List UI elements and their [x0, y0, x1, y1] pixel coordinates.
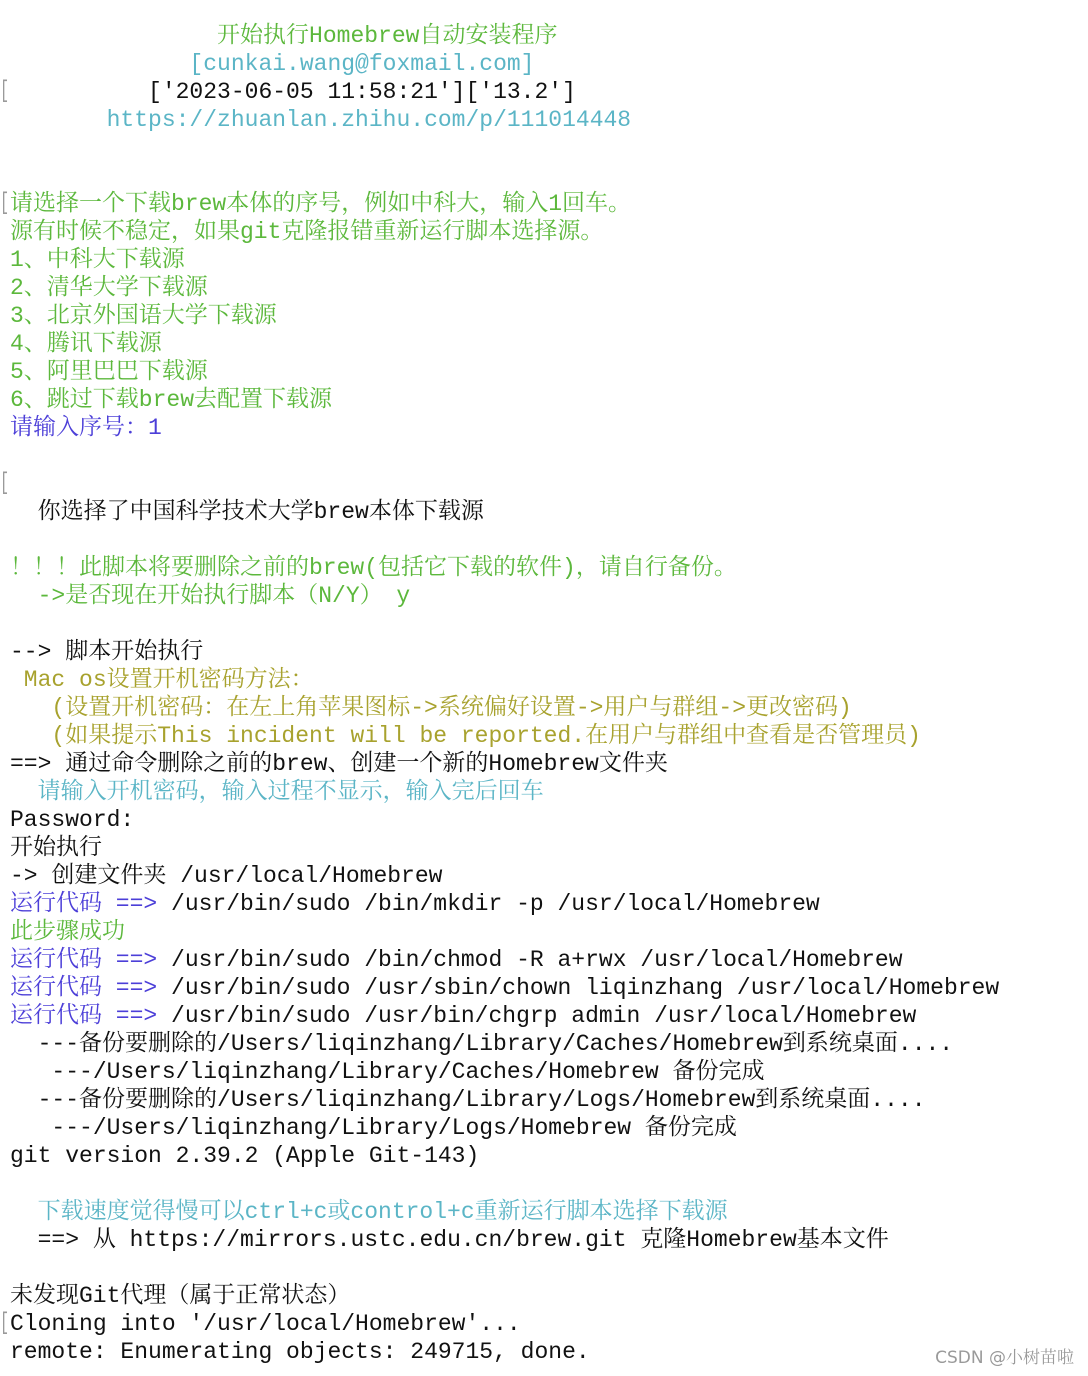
terminal-line — [10, 386, 332, 414]
terminal-text: 4、腾讯下载源 — [10, 331, 162, 357]
terminal-text: remote: Enumerating objects: 249715, done. — [10, 1339, 590, 1365]
terminal-line — [10, 1226, 889, 1254]
terminal-line — [10, 722, 921, 750]
terminal-text: 未发现Git代理（属于正常状态） — [10, 1283, 351, 1309]
terminal-text: 下载速度觉得慢可以ctrl+c或control+c重新运行脚本选择下载源 — [10, 1199, 728, 1225]
terminal-line — [10, 358, 208, 386]
terminal-text: 开始执行Homebrew自动安装程序 — [10, 23, 558, 49]
terminal-text: (设置开机密码：在左上角苹果图标->系统偏好设置->用户与群组->更改密码) — [10, 695, 852, 721]
terminal-text: 2、清华大学下载源 — [10, 275, 208, 301]
terminal-line — [10, 806, 134, 834]
cursor-mark: [ — [0, 189, 9, 217]
terminal-line — [10, 1338, 590, 1366]
terminal-text: -> 创建文件夹 /usr/local/Homebrew — [10, 863, 443, 889]
terminal-line — [10, 414, 162, 442]
terminal-text: /usr/bin/sudo /bin/mkdir -p /usr/local/Homebrew — [157, 891, 820, 917]
terminal-line — [10, 638, 203, 666]
terminal-line — [10, 22, 557, 50]
terminal-line — [10, 1142, 479, 1170]
terminal-text: 1、中科大下载源 — [10, 247, 185, 273]
terminal-line — [10, 50, 535, 78]
terminal-text: ->是否现在开始执行脚本（N/Y） y — [10, 583, 411, 609]
terminal-line — [10, 666, 314, 694]
terminal-line — [10, 1086, 926, 1114]
terminal-line — [10, 834, 102, 862]
terminal-text: 请输入序号：1 — [10, 415, 162, 441]
terminal-line — [10, 1058, 765, 1086]
terminal-text: ==> 通过命令删除之前的brew、创建一个新的Homebrew文件夹 — [10, 751, 668, 777]
terminal-text: 运行代码 ==> — [10, 947, 158, 973]
terminal-line — [10, 890, 820, 918]
terminal-text: 请输入开机密码，输入过程不显示，输入完后回车 — [10, 779, 544, 805]
terminal-line — [10, 1282, 350, 1310]
terminal-text: ['2023-06-05 11:58:21']['13.2'] — [10, 79, 576, 105]
terminal-text: 你选择了中国科学技术大学brew本体下载源 — [10, 499, 484, 525]
cursor-mark: [ — [0, 1309, 9, 1337]
terminal-line — [10, 1002, 916, 1030]
cursor-mark: [ — [0, 469, 9, 497]
terminal-line — [10, 218, 603, 246]
terminal-line — [10, 246, 185, 274]
csdn-watermark: CSDN @小树苗啦 — [935, 1348, 1074, 1368]
terminal-line — [10, 1030, 953, 1058]
terminal-text: /usr/bin/sudo /usr/bin/chgrp admin /usr/local/Homebrew — [157, 1003, 917, 1029]
terminal-line — [10, 582, 410, 610]
terminal-line — [10, 190, 631, 218]
terminal-text: Cloning into '/usr/local/Homebrew'... — [10, 1311, 521, 1337]
terminal-line — [10, 694, 852, 722]
terminal-text: 6、跳过下载brew去配置下载源 — [10, 387, 333, 413]
terminal-text: [cunkai.wang@foxmail.com] — [10, 51, 535, 77]
terminal-text: 3、北京外国语大学下载源 — [10, 303, 277, 329]
terminal-line — [10, 750, 668, 778]
terminal-text: 开始执行 — [10, 835, 102, 861]
terminal-text: --> 脚本开始执行 — [10, 639, 204, 665]
terminal-line — [10, 554, 737, 582]
terminal-line — [10, 78, 576, 106]
terminal-text: /usr/bin/sudo /usr/sbin/chown liqinzhang /usr/local/Homebrew — [157, 975, 1000, 1001]
terminal-line — [10, 974, 999, 1002]
terminal-line — [10, 778, 544, 806]
terminal-line — [10, 1310, 521, 1338]
terminal-text: 5、阿里巴巴下载源 — [10, 359, 208, 385]
terminal-text: ---备份要删除的/Users/liqinzhang/Library/Caches/Homebrew到系统桌面.... — [10, 1031, 954, 1057]
terminal-text: ---/Users/liqinzhang/Library/Logs/Homebrew 备份完成 — [10, 1115, 737, 1141]
terminal-line — [10, 1114, 737, 1142]
terminal-line — [10, 106, 631, 134]
terminal-text: 请选择一个下载brew本体的序号，例如中科大，输入1回车。 — [10, 191, 632, 217]
terminal-text: https://zhuanlan.zhihu.com/p/111014448 — [10, 107, 632, 133]
terminal-line — [10, 946, 903, 974]
terminal-text: 运行代码 ==> — [10, 1003, 158, 1029]
terminal-text: /usr/bin/sudo /bin/chmod -R a+rwx /usr/local/Homebrew — [157, 947, 903, 973]
terminal-line — [10, 274, 208, 302]
terminal-text: 此步骤成功 — [10, 919, 125, 945]
terminal-text: 运行代码 ==> — [10, 891, 158, 917]
cursor-mark: [ — [0, 77, 9, 105]
terminal-text: ==> 从 https://mirrors.ustc.edu.cn/brew.git 克隆Homebrew基本文件 — [10, 1227, 889, 1253]
terminal-text: ---备份要删除的/Users/liqinzhang/Library/Logs/Homebrew到系统桌面.... — [10, 1087, 926, 1113]
terminal-text: ！！！此脚本将要删除之前的brew(包括它下载的软件)，请自行备份。 — [10, 555, 737, 581]
terminal-line — [10, 1198, 728, 1226]
terminal-line — [10, 330, 162, 358]
terminal-text: (如果提示This incident will be reported.在用户与群组中查看是否管理员) — [10, 723, 921, 749]
terminal-line — [10, 918, 125, 946]
terminal-text: 源有时候不稳定，如果git克隆报错重新运行脚本选择源。 — [10, 219, 604, 245]
terminal-line — [10, 302, 277, 330]
terminal-line — [10, 862, 442, 890]
terminal-text: Password: — [10, 807, 135, 833]
terminal-text: ---/Users/liqinzhang/Library/Caches/Homebrew 备份完成 — [10, 1059, 765, 1085]
terminal-text: git version 2.39.2 (Apple Git-143) — [10, 1143, 480, 1169]
terminal-text: Mac os设置开机密码方法： — [10, 667, 314, 693]
terminal-line — [10, 498, 484, 526]
terminal-text: 运行代码 ==> — [10, 975, 158, 1001]
